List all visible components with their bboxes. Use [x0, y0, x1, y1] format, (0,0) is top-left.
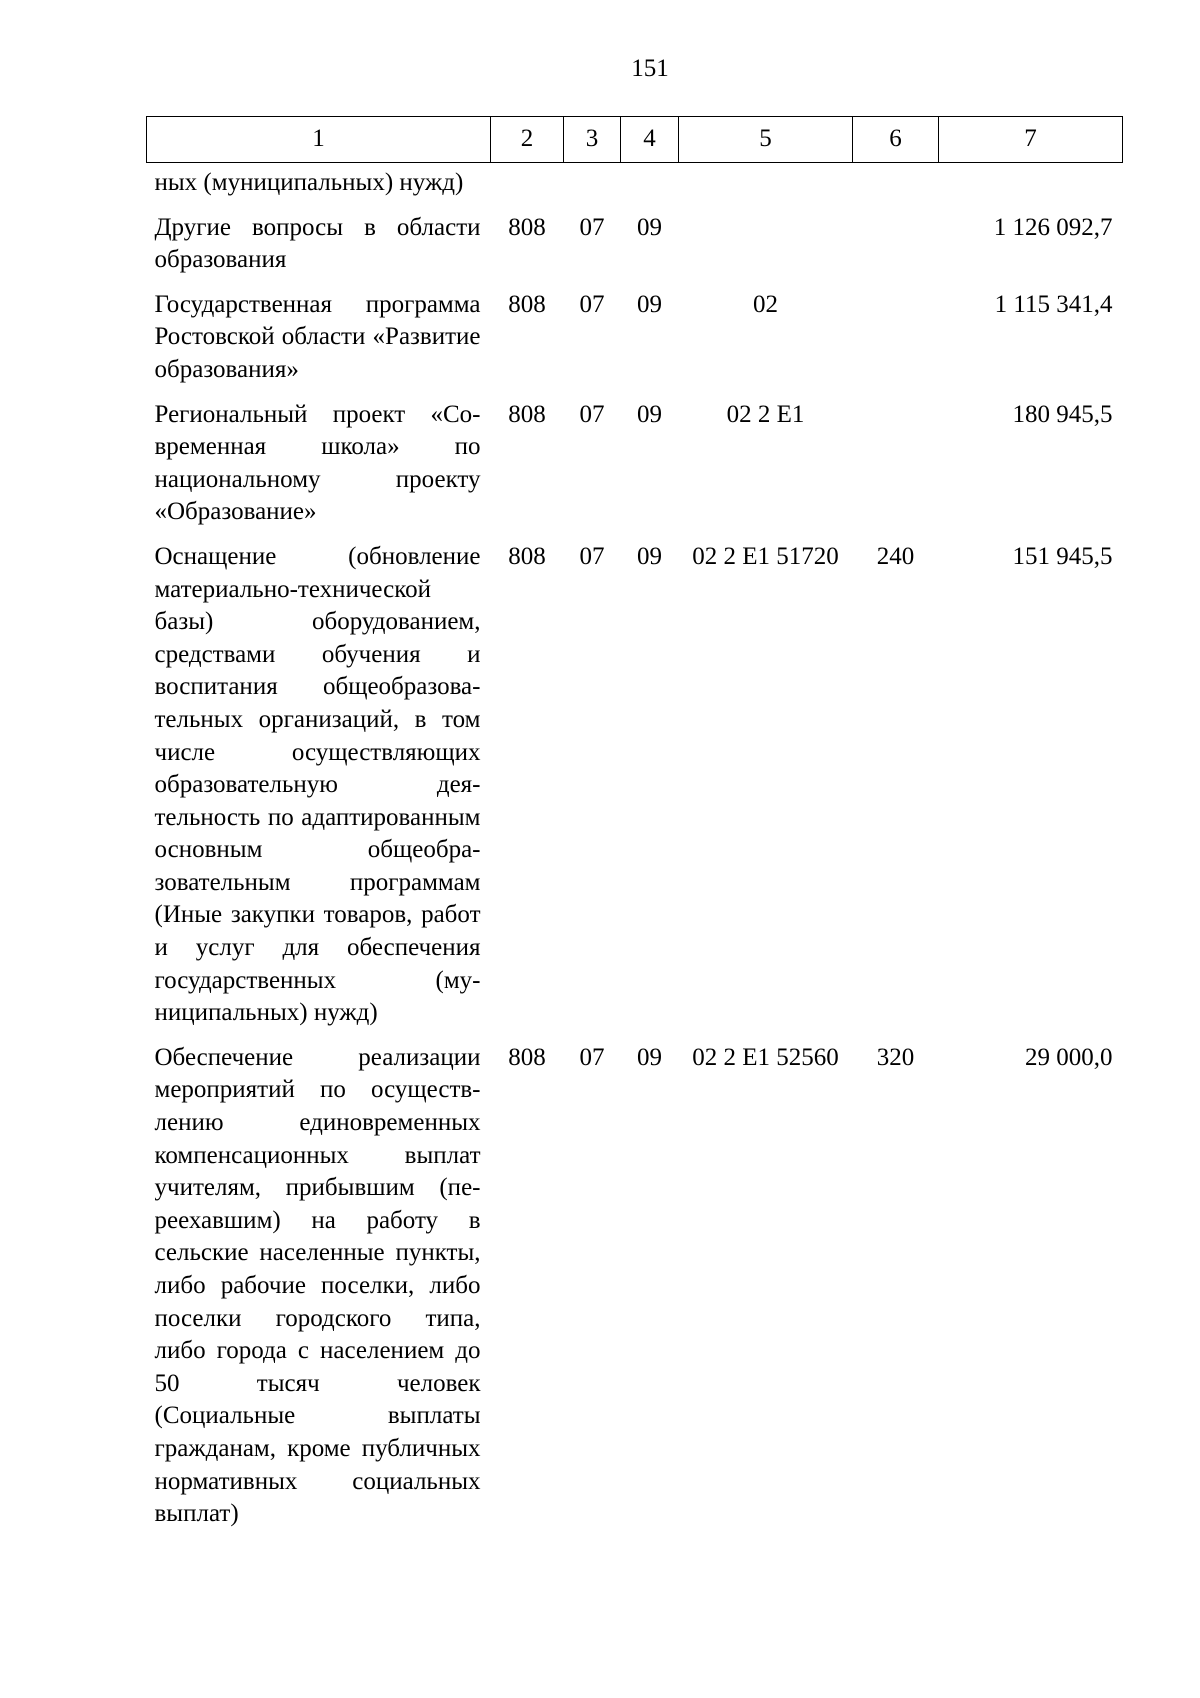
column-header-6: 6: [853, 117, 939, 163]
amount-cell: 29 000,0: [1025, 1043, 1113, 1071]
section-cell: 07: [579, 213, 605, 241]
column-header-3: 3: [564, 117, 621, 163]
subsection-cell: 09: [637, 290, 662, 318]
section-cell: 07: [579, 542, 605, 570]
target-article-cell: [679, 212, 853, 289]
subsection-cell: 09: [637, 1043, 662, 1071]
column-header-1: 1: [147, 117, 491, 163]
row-name-cell: ных (муниципальных) нужд): [154, 169, 464, 196]
amount-cell: 1 115 341,4: [994, 290, 1113, 318]
expense-type-cell: 320: [876, 1043, 915, 1071]
expense-type-cell: [853, 399, 939, 541]
subsection-cell: [621, 163, 679, 212]
target-article-cell: 02 2 E1: [726, 400, 805, 428]
subsection-cell: 09: [637, 542, 662, 570]
grbs-cell: 808: [508, 1043, 546, 1071]
row-name-cell: Региональный проект «Современная школа» по национальному проекту «Образование»: [154, 400, 481, 526]
grbs-cell: 808: [508, 400, 546, 428]
page-number: 151: [631, 55, 669, 82]
column-header-7: 7: [939, 117, 1123, 163]
expense-type-cell: [853, 289, 939, 399]
row-name-cell: Другие вопросы в области образования: [154, 213, 481, 274]
section-cell: 07: [579, 1043, 605, 1071]
budget-table: [146, 116, 1123, 1543]
section-cell: [564, 163, 621, 212]
section-cell: 07: [579, 400, 605, 428]
table-row: [147, 1042, 1123, 1543]
expense-type-cell: [853, 212, 939, 289]
expense-type-cell: [853, 163, 939, 212]
table-row: [147, 541, 1123, 1042]
row-name-cell: Государственная программа Ростовской области «Развитие образования»: [154, 290, 481, 383]
column-header-4: 4: [621, 117, 679, 163]
section-cell: 07: [579, 290, 605, 318]
grbs-cell: 808: [508, 290, 546, 318]
table-row: [147, 399, 1123, 541]
table-row: [147, 212, 1123, 289]
column-header-2: 2: [491, 117, 564, 163]
amount-cell: [939, 163, 1123, 212]
amount-cell: 1 126 092,7: [993, 213, 1113, 241]
row-name-cell: Оснащение (обновление материально-технической базы) оборудованием, средствами обучения и воспитания общеобразовательных организаций, в том числе осуществляющих образовательную деятельность по адаптированным основным общеобразовательным программам (Иные закупки товаров, работ и услуг для обеспечения государственных (муниципальных) нужд): [154, 542, 481, 1027]
grbs-cell: 808: [508, 542, 546, 570]
row-name-cell: Обеспечение реализации мероприятий по осуществлению единовременных компенсационных выплат учителям, прибывшим (переехавшим) на работу в сельские населенные пункты, либо рабочие поселки, либо поселки городского типа, либо города с населением до 50 тысяч человек (Социальные выплаты гражданам, кроме публичных нормативных социальных выплат): [154, 1043, 481, 1528]
target-article-cell: 02 2 E1 52560: [692, 1043, 839, 1071]
target-article-cell: 02 2 E1 51720: [692, 542, 839, 570]
subsection-cell: 09: [637, 400, 662, 428]
target-article-cell: [679, 163, 853, 212]
amount-cell: 180 945,5: [1012, 400, 1113, 428]
table-row: [147, 163, 1123, 212]
grbs-cell: [491, 163, 564, 212]
table-header-row: [147, 117, 1123, 163]
subsection-cell: 09: [637, 213, 662, 241]
table-row: [147, 289, 1123, 399]
column-header-5: 5: [679, 117, 853, 163]
expense-type-cell: 240: [876, 542, 915, 570]
amount-cell: 151 945,5: [1012, 542, 1113, 570]
target-article-cell: 02: [753, 290, 778, 318]
grbs-cell: 808: [508, 213, 546, 241]
